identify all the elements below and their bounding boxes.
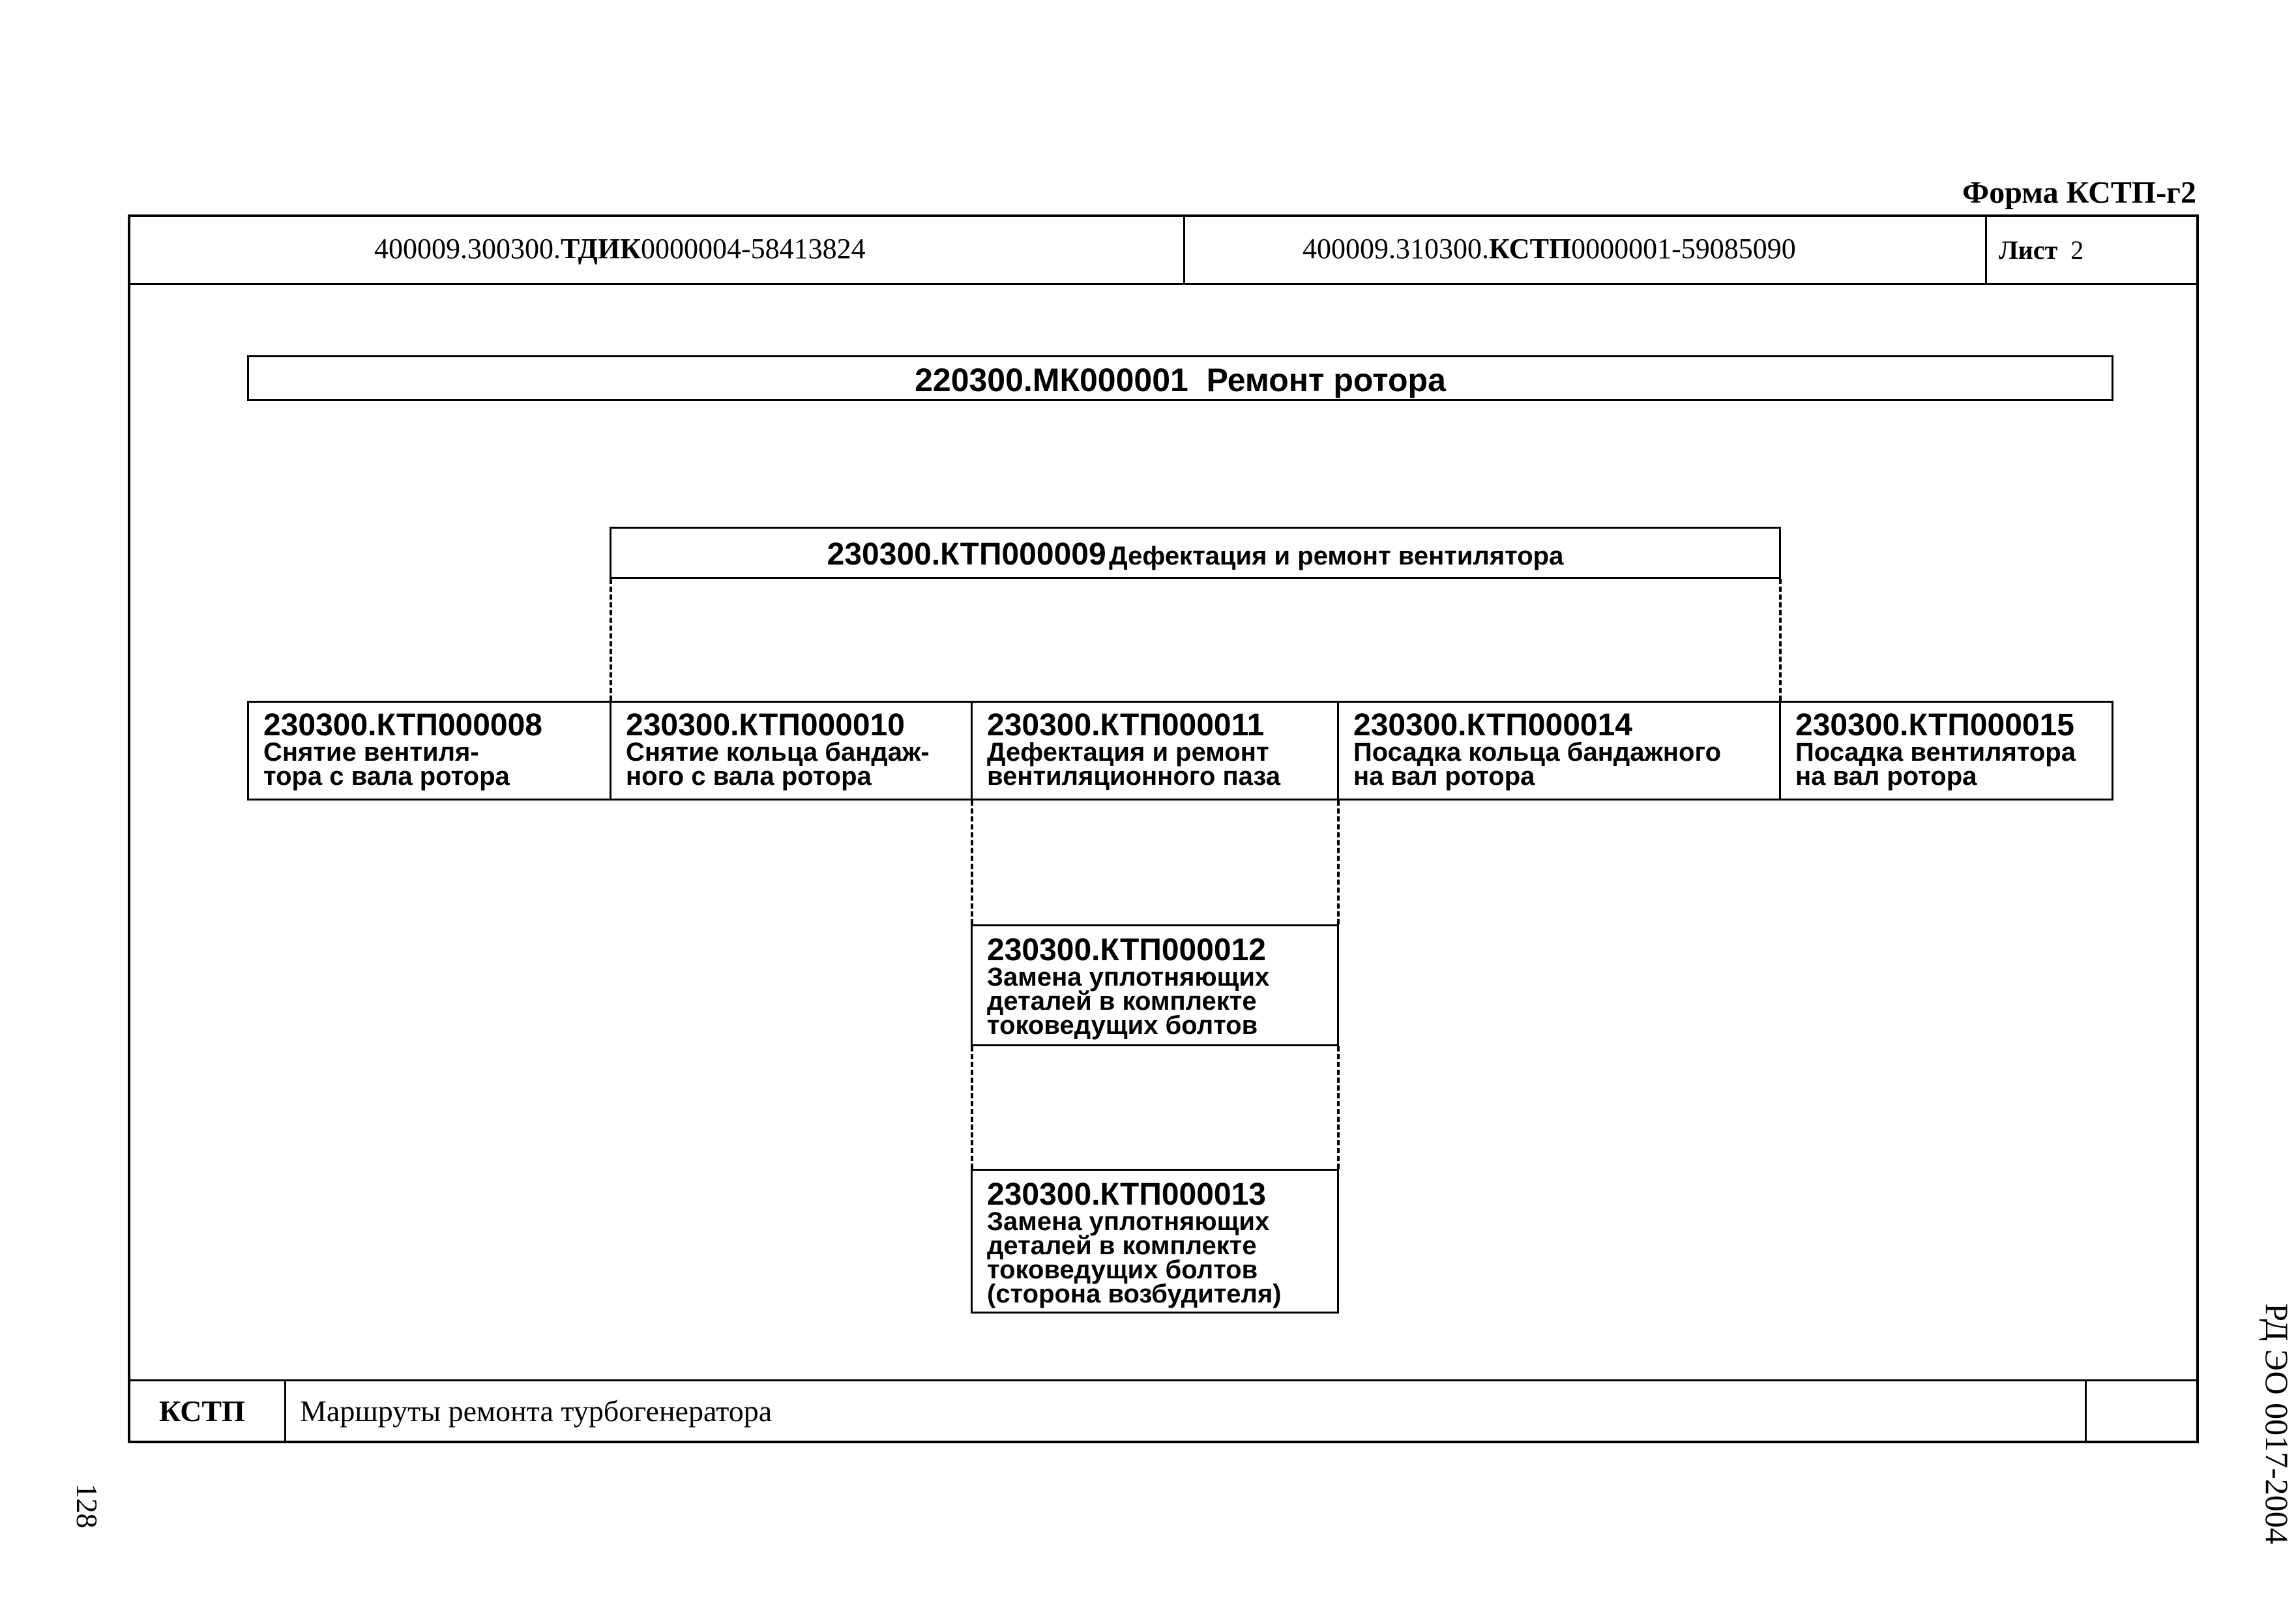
operation-box-4 — [1337, 701, 1781, 801]
operation-text: Снятие вентиля- тора с вала ротора — [263, 738, 510, 791]
operation-text: Снятие кольца бандаж- ного с вала ротора — [626, 738, 930, 791]
footer-divider — [128, 1379, 2199, 1381]
operation-box-5 — [1779, 701, 2113, 801]
sub-operation-box-1 — [971, 924, 1339, 1046]
group-code: 230300.КТП000009 — [827, 537, 1106, 572]
footer-separator-1 — [284, 1379, 286, 1443]
operation-code: 230300.КТП000011 — [987, 708, 1265, 742]
group-name: Дефектация и ремонт вентилятора — [1109, 542, 1564, 570]
sub-operation-code: 230300.КТП000013 — [987, 1177, 1266, 1212]
route-name: Ремонт ротора — [1206, 362, 1446, 398]
operation-text: Посадка вентилятора на вал ротора — [1795, 738, 2076, 791]
header-divider — [128, 283, 2199, 285]
group-box — [610, 527, 1781, 579]
connector-sub2-left — [971, 1046, 973, 1169]
operation-text: Посадка кольца бандажного на вал ротора — [1353, 738, 1722, 791]
operation-code: 230300.КТП000010 — [626, 708, 905, 742]
page-number: 128 — [70, 1483, 104, 1529]
footer-title: Маршруты ремонта турбогенератора — [300, 1394, 773, 1428]
operation-box-2 — [610, 701, 973, 801]
connector-group-left — [610, 579, 612, 701]
sheet-number: Лист 2 — [1999, 235, 2084, 265]
sub-operation-text: Замена уплотняющих деталей в комплекте токоведущих болтов (сторона возбудителя) — [987, 1207, 1282, 1308]
connector-sub1-right — [1337, 801, 1340, 924]
route-code: 220300.МК000001 — [915, 362, 1188, 398]
sub-operation-box-2 — [971, 1169, 1339, 1314]
header-separator-1 — [1183, 214, 1185, 283]
operation-text: Дефектация и ремонт вентиляционного паза — [987, 738, 1280, 791]
footer-code: КСТП — [159, 1394, 245, 1428]
connector-sub1-left — [971, 801, 973, 924]
operation-code: 230300.КТП000014 — [1353, 708, 1632, 742]
sub-operation-text: Замена уплотняющих деталей в комплекте токоведущих болтов — [987, 963, 1270, 1040]
sub-operation-code: 230300.КТП000012 — [987, 933, 1266, 967]
card-document-code: 400009.310300.КСТП0000001-59085090 — [1303, 233, 1796, 265]
operation-box-1 — [247, 701, 611, 801]
form-label: Форма КСТП-г2 — [1962, 175, 2196, 210]
connector-sub2-right — [1337, 1046, 1340, 1169]
operation-code: 230300.КТП000008 — [263, 708, 542, 742]
operation-box-3 — [971, 701, 1339, 801]
operation-code: 230300.КТП000015 — [1795, 708, 2074, 742]
header-separator-2 — [1985, 214, 1987, 283]
footer-separator-2 — [2085, 1379, 2087, 1443]
route-title-box — [247, 355, 2113, 401]
side-document-code: РД ЭО 0017-2004 — [2259, 1303, 2295, 1544]
source-document-code: 400009.300300.ТДИК0000004-58413824 — [374, 233, 866, 265]
connector-group-right — [1779, 579, 1782, 701]
